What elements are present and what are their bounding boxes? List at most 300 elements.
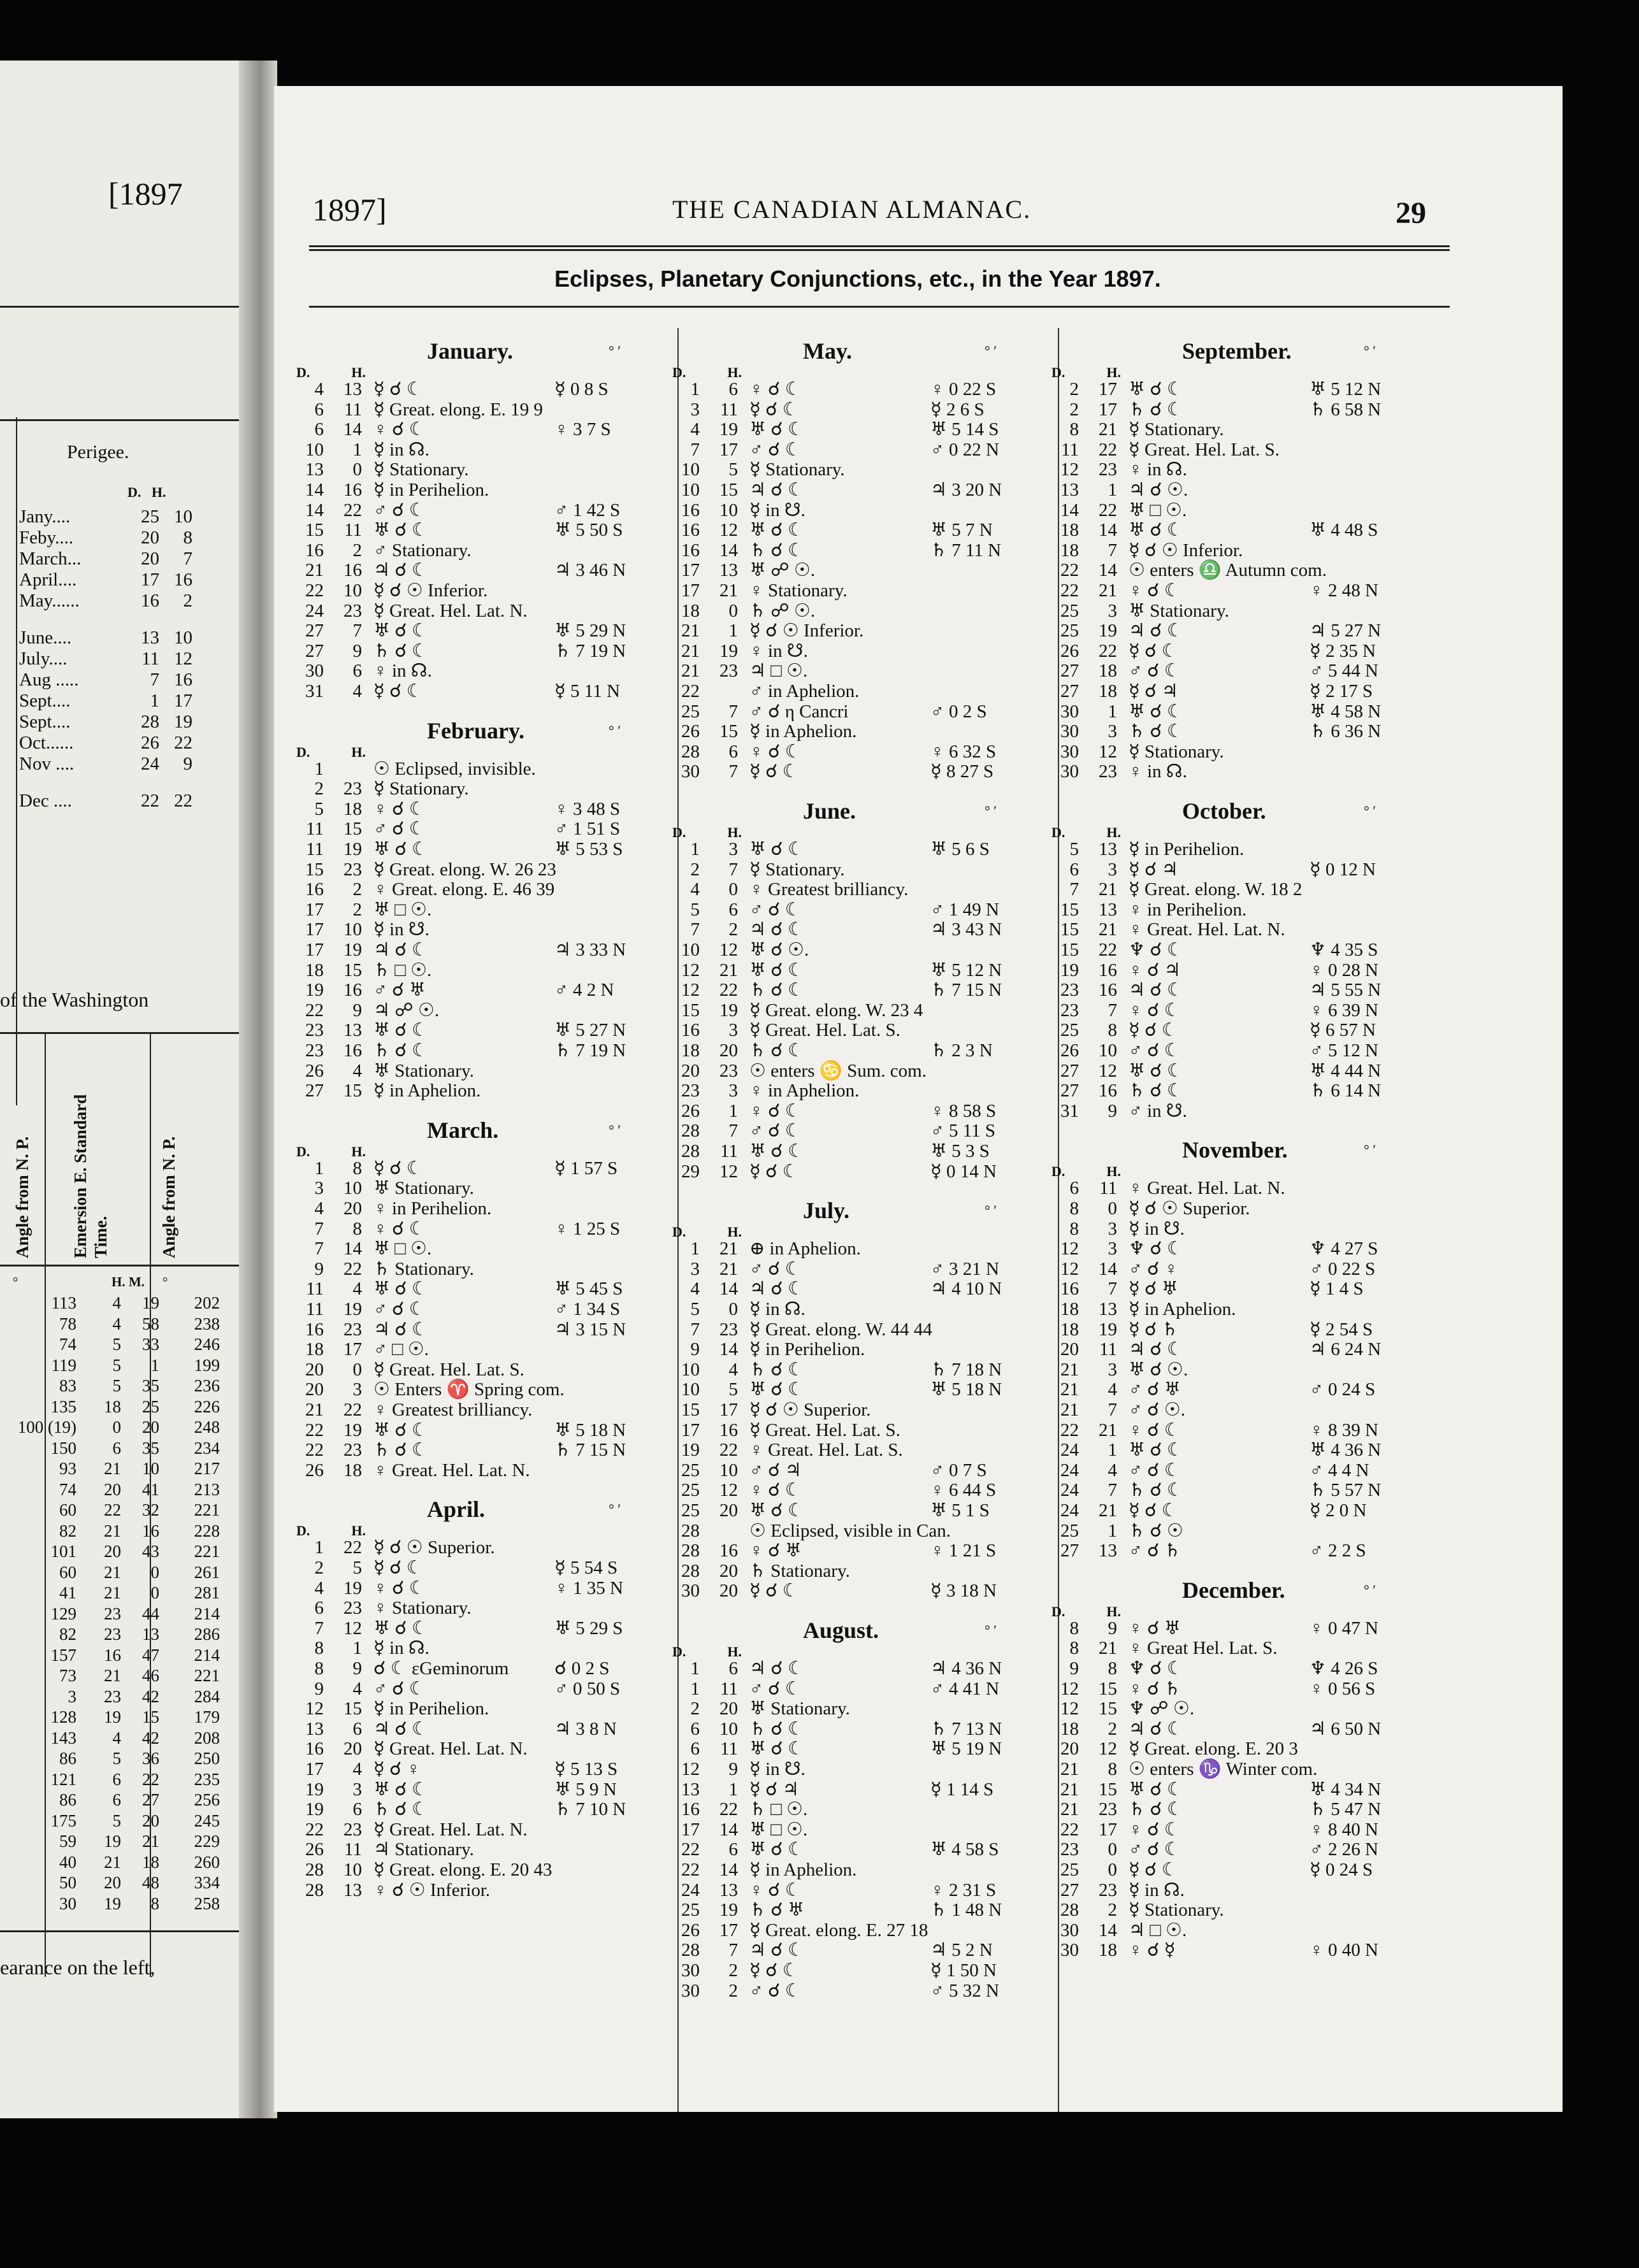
- event-row: [1042, 900, 1412, 920]
- event-day: 21: [1060, 1759, 1079, 1779]
- event-description: ♀ in ☊.: [373, 661, 432, 682]
- event-description: ♀ ☌ ☾: [1129, 1419, 1181, 1440]
- event-description: ♆ ☍ ☉.: [1129, 1698, 1195, 1719]
- event-description: ☉ enters ♑ Winter com.: [1129, 1759, 1318, 1779]
- event-day: 21: [681, 661, 700, 682]
- eclipse-cell: 135: [50, 1396, 76, 1416]
- left-rule-eclipse-top: [0, 1032, 239, 1034]
- event-description: ♄ ☌ ☾: [749, 1040, 804, 1061]
- event-description: ♃ ☌ ☾: [749, 1658, 804, 1679]
- event-hour: 23: [719, 661, 738, 682]
- event-hour: 7: [728, 761, 738, 782]
- event-value: ♄ 7 13 N: [930, 1718, 1002, 1739]
- event-day: 2: [314, 1558, 324, 1578]
- event-hour: 11: [720, 1141, 738, 1161]
- left-page-header: [1897: [108, 176, 183, 212]
- event-description: ♅ ☌ ☾: [373, 520, 428, 541]
- event-hour: 10: [343, 1860, 362, 1880]
- eclipse-cell: 74: [59, 1479, 76, 1499]
- eclipse-row: [6, 1770, 220, 1790]
- event-day: 30: [1060, 1920, 1079, 1941]
- event-day: 16: [681, 540, 700, 561]
- eclipse-cell: 334: [194, 1873, 220, 1892]
- perigee-row: [19, 670, 223, 691]
- event-hour: 0: [352, 1359, 362, 1380]
- degree-marks: ° ′: [609, 1501, 621, 1518]
- event-day: 27: [1060, 1080, 1079, 1102]
- event-value: ♃ 3 33 N: [554, 940, 626, 960]
- eclipse-cell: 256: [194, 1790, 220, 1809]
- event-value: ♀ 1 35 N: [554, 1577, 623, 1598]
- event-hour: 21: [719, 580, 738, 601]
- event-description: ♅ ☌ ☾: [373, 1279, 428, 1300]
- event-description: ☿ Great. elong. W. 44 44: [749, 1319, 932, 1340]
- event-description: ☿ Great. elong. W. 18 2: [1129, 879, 1303, 900]
- event-day: 22: [305, 1419, 324, 1440]
- eclipse-cell: 221: [194, 1666, 220, 1685]
- perigee-row: [19, 754, 223, 775]
- event-row: [663, 1461, 1032, 1481]
- eclipse-cell: 20: [104, 1542, 121, 1561]
- eclipse-cell: 82: [59, 1521, 76, 1540]
- col-head-hour: H.: [351, 1523, 366, 1539]
- event-value: ♅ 5 45 S: [554, 1279, 623, 1300]
- eclipse-cell: 60: [59, 1500, 76, 1519]
- event-row: [287, 520, 656, 540]
- event-value: ☿ 1 14 S: [930, 1779, 994, 1800]
- event-row: [663, 1719, 1032, 1739]
- col-head-hour: H.: [727, 364, 742, 380]
- col-head-hour: H.: [727, 1224, 742, 1240]
- event-description: ♅ ☌ ☾: [749, 419, 804, 440]
- event-description: ♀ ☌ ☾: [373, 1218, 426, 1239]
- event-row: [287, 501, 656, 520]
- event-day: 6: [314, 419, 324, 440]
- event-hour: 3: [728, 1080, 738, 1102]
- event-hour: 11: [344, 399, 362, 420]
- event-hour: 18: [343, 798, 362, 819]
- event-hour: 2: [1108, 1718, 1117, 1739]
- event-row: [1042, 1179, 1412, 1198]
- event-value: ♂ 3 21 N: [930, 1258, 999, 1279]
- event-hour: 23: [343, 1319, 362, 1340]
- event-day: 12: [681, 980, 700, 1001]
- event-hour: 17: [1099, 399, 1117, 420]
- event-row: [287, 940, 656, 960]
- event-day: 26: [305, 1060, 324, 1081]
- event-day: 26: [681, 1100, 700, 1121]
- event-row: [287, 840, 656, 859]
- event-row: [1042, 1300, 1412, 1319]
- event-hour: 22: [719, 980, 738, 1001]
- event-hour: 8: [1108, 1658, 1117, 1679]
- event-row: [663, 1340, 1032, 1360]
- event-row: [287, 1840, 656, 1860]
- event-row: [1042, 642, 1412, 661]
- event-day: 6: [690, 1739, 700, 1760]
- eclipse-cell: 44: [142, 1604, 159, 1623]
- col-head-hour: H.: [351, 743, 366, 760]
- perigee-month: July....: [19, 649, 68, 669]
- event-day: 20: [1060, 1739, 1079, 1760]
- event-value: ♄ 7 19 N: [554, 1040, 626, 1061]
- eclipse-cell: 229: [194, 1832, 220, 1851]
- event-description: ☿ ☌ ♃: [1129, 859, 1178, 880]
- month-heading: August.: [803, 1618, 879, 1643]
- event-day: 1: [690, 1238, 700, 1260]
- perigee-month: Oct......: [19, 733, 74, 753]
- event-value: ♅ 5 29 S: [554, 1618, 623, 1639]
- event-row: [1042, 1900, 1412, 1920]
- month-heading: June.: [803, 798, 856, 824]
- event-day: 18: [1060, 520, 1079, 541]
- event-description: ♀ ☌ ☾: [749, 1100, 802, 1121]
- event-description: ☿ Great. Hel. Lat. S.: [749, 1419, 900, 1440]
- event-description: ♅ ☌ ☾: [373, 1020, 428, 1041]
- event-row: [663, 702, 1032, 722]
- event-row: [1042, 541, 1412, 561]
- event-hour: 23: [343, 859, 362, 880]
- event-row: [1042, 1541, 1412, 1561]
- event-hour: 14: [719, 1339, 738, 1360]
- event-row: [287, 1041, 656, 1061]
- event-hour: 10: [719, 1718, 738, 1739]
- col-head-hour: H.: [1106, 1163, 1122, 1180]
- col-head-hour: H.: [1106, 824, 1122, 840]
- event-value: ☌ 0 2 S: [554, 1658, 610, 1679]
- eclipse-cell: 19: [104, 1893, 121, 1913]
- event-hour: 11: [1099, 1339, 1117, 1360]
- appearance-text: earance on the left,: [0, 1956, 155, 1979]
- event-row: [287, 1440, 656, 1460]
- eclipse-row: [6, 1853, 220, 1872]
- event-row: [287, 1179, 656, 1198]
- eclipse-cell: 59: [59, 1832, 76, 1851]
- event-day: 28: [681, 1940, 700, 1961]
- perigee-day: 1: [150, 691, 159, 711]
- event-hour: 14: [1099, 520, 1117, 541]
- eclipse-cell: 284: [194, 1686, 220, 1706]
- event-description: ♄ □ ☉.: [749, 1799, 808, 1820]
- event-description: ☿ Great. Hel. Lat. N.: [373, 600, 528, 621]
- eclipse-cell: 143: [50, 1728, 76, 1748]
- event-value: ♄ 7 11 N: [930, 540, 1002, 561]
- event-hour: 19: [719, 1000, 738, 1021]
- perigee-row: [19, 528, 223, 549]
- event-hour: 6: [352, 1799, 362, 1820]
- event-description: ♂ ☌ ♃: [749, 1460, 802, 1481]
- eclipse-row: [6, 1604, 220, 1624]
- event-day: 24: [681, 1879, 700, 1900]
- event-row: [663, 1699, 1032, 1719]
- event-hour: 9: [352, 1000, 362, 1021]
- eclipse-cell: 40: [59, 1852, 76, 1872]
- perigee-title: Perigee.: [67, 441, 129, 463]
- event-row: [287, 1239, 656, 1259]
- event-day: 1: [314, 1158, 324, 1179]
- event-value: ☿ 2 6 S: [930, 399, 985, 420]
- event-value: ♃ 3 8 N: [554, 1718, 617, 1739]
- event-description: ♀ ☌ ☾: [749, 1480, 802, 1501]
- event-day: 18: [305, 1339, 324, 1360]
- event-day: 16: [681, 1020, 700, 1041]
- event-row: [663, 440, 1032, 460]
- event-day: 7: [314, 1218, 324, 1239]
- event-value: ♄ 7 15 N: [554, 1440, 626, 1461]
- event-value: ♄ 7 18 N: [930, 1359, 1002, 1380]
- eclipse-cell: 235: [194, 1769, 220, 1789]
- event-description: ♂ ☌ ♀: [1129, 1258, 1178, 1279]
- eclipse-row: [6, 1293, 220, 1313]
- event-hour: 9: [352, 640, 362, 661]
- event-row: [663, 1780, 1032, 1800]
- left-rule-subhead: [0, 1265, 239, 1267]
- event-row: [663, 880, 1032, 900]
- event-row: [287, 1800, 656, 1819]
- eclipse-cell: 41: [59, 1583, 76, 1602]
- event-day: 9: [314, 1678, 324, 1699]
- event-value: ♃ 5 55 N: [1310, 980, 1382, 1001]
- eclipse-row: [6, 1314, 220, 1334]
- event-description: ♃ ☌ ☾: [749, 919, 804, 940]
- event-day: 27: [1060, 1879, 1079, 1900]
- degree-marks: ° ′: [1364, 343, 1376, 359]
- eclipse-cell: 22: [142, 1769, 159, 1789]
- perigee-row: [19, 549, 223, 570]
- event-day: 10: [681, 1379, 700, 1400]
- eclipse-cell: 20: [104, 1479, 121, 1499]
- eclipse-row: [6, 1811, 220, 1831]
- event-value: ☿ 5 11 N: [554, 681, 620, 701]
- perigee-hour: 16: [174, 570, 192, 590]
- col-head-day: D.: [296, 743, 310, 760]
- event-description: ♀ ☌ ☾: [1129, 1000, 1181, 1021]
- perigee-day: 22: [141, 791, 159, 811]
- eclipse-cell: 101: [50, 1542, 76, 1561]
- eclipse-cell: 19: [104, 1832, 121, 1851]
- event-day: 1: [690, 1658, 700, 1679]
- event-description: ♄ ☌ ☉: [1129, 1520, 1183, 1541]
- event-row: [663, 501, 1032, 520]
- event-hour: 15: [1099, 1779, 1117, 1800]
- eclipse-cell: 5: [112, 1355, 121, 1375]
- event-description: ☿ ☌ ☉ Inferior.: [749, 621, 864, 642]
- eclipse-cell: 86: [59, 1749, 76, 1768]
- event-value: ♅ 5 6 S: [930, 839, 990, 859]
- event-value: ♂ 1 34 S: [554, 1299, 621, 1319]
- event-day: 16: [305, 1739, 324, 1760]
- event-row: [663, 1561, 1032, 1581]
- event-hour: 21: [1099, 580, 1117, 601]
- event-day: 14: [1060, 499, 1079, 520]
- event-description: ☿ ☌ ☾: [749, 761, 799, 782]
- event-description: ♂ ☌ ☾: [373, 1299, 426, 1319]
- perigee-hour: 12: [174, 649, 192, 669]
- event-row: [663, 1102, 1032, 1121]
- eclipse-cell: 35: [142, 1438, 159, 1458]
- eclipse-cell: 246: [194, 1335, 220, 1354]
- perigee-hour: 19: [174, 712, 192, 732]
- event-description: ♃ ☌ ☾: [373, 940, 428, 960]
- event-row: [663, 1860, 1032, 1880]
- event-day: 19: [305, 1779, 324, 1800]
- event-description: ♀ Great. elong. E. 46 39: [373, 879, 555, 900]
- event-value: ☿ 1 50 N: [930, 1960, 997, 1981]
- event-value: ☿ 2 0 N: [1310, 1500, 1367, 1521]
- perigee-month: June....: [19, 628, 72, 648]
- event-day: 22: [1060, 1819, 1079, 1840]
- eclipse-cell: 20: [142, 1418, 159, 1437]
- event-description: ☿ ☌ ♀: [373, 1759, 421, 1779]
- event-description: ☿ ☌ ☾: [749, 1581, 799, 1602]
- event-row: [663, 1041, 1032, 1061]
- event-row: [287, 759, 656, 779]
- event-description: ☿ ☌ ☾: [749, 1960, 799, 1981]
- event-row: [287, 440, 656, 460]
- event-value: ♅ 5 27 N: [554, 1020, 626, 1041]
- event-row: [287, 980, 656, 1000]
- eclipse-cell: 10: [142, 1459, 159, 1478]
- event-value: ♅ 5 29 N: [554, 621, 626, 642]
- event-value: ☿ 3 18 N: [930, 1581, 997, 1602]
- page-number: 29: [1396, 196, 1426, 230]
- event-day: 21: [1060, 1400, 1079, 1420]
- event-day: 15: [681, 1000, 700, 1021]
- event-value: ♅ 4 58 N: [1310, 701, 1382, 722]
- event-hour: 12: [1099, 1739, 1117, 1760]
- event-row: [663, 420, 1032, 440]
- event-description: ☿ Great. Hel. Lat. S.: [1129, 439, 1280, 460]
- event-day: 22: [305, 1819, 324, 1840]
- perigee-hour: 17: [174, 691, 192, 711]
- event-description: ☿ ☌ ☾: [1129, 1020, 1178, 1041]
- event-day: 14: [305, 480, 324, 500]
- event-row: [1042, 460, 1412, 480]
- event-description: ♄ ☌ ☾: [1129, 399, 1183, 420]
- event-hour: 19: [1099, 621, 1117, 642]
- event-row: [663, 480, 1032, 500]
- event-row: [1042, 840, 1412, 859]
- event-value: ♅ 4 34 N: [1310, 1779, 1382, 1800]
- eclipse-row: [6, 1480, 220, 1500]
- subhead-hm: H. M.: [112, 1274, 145, 1289]
- eclipse-cell: 1: [150, 1355, 159, 1375]
- event-description: ♅ ☌ ☾: [373, 1419, 428, 1440]
- event-hour: 7: [1108, 1400, 1117, 1420]
- event-hour: 20: [719, 1698, 738, 1719]
- event-description: ☿ in ☊.: [749, 1299, 805, 1319]
- eclipse-row: [6, 1625, 220, 1644]
- event-description: ♄ ☌ ☾: [749, 980, 804, 1001]
- event-row: [663, 1001, 1032, 1021]
- event-hour: 3: [352, 1779, 362, 1800]
- event-description: ♃ ☌ ☾: [1129, 1339, 1183, 1360]
- eclipse-cell: 228: [194, 1521, 220, 1540]
- event-hour: 19: [1099, 1319, 1117, 1340]
- event-day: 4: [314, 379, 324, 399]
- eclipse-cell: 42: [142, 1686, 159, 1706]
- eclipse-cell: 199: [194, 1355, 220, 1375]
- event-hour: 4: [352, 1279, 362, 1300]
- event-day: 25: [1060, 600, 1079, 621]
- event-value: ♀ 3 48 S: [554, 798, 621, 819]
- event-row: [1042, 1219, 1412, 1239]
- event-row: [663, 860, 1032, 880]
- event-description: ♅ ☌ ☾: [1129, 1060, 1183, 1081]
- event-value: ♆ 4 26 S: [1310, 1658, 1378, 1679]
- event-day: 27: [1060, 1540, 1079, 1561]
- event-description: ☿ in Perihelion.: [373, 480, 489, 500]
- event-description: ♂ ☌ ♅: [1129, 1379, 1181, 1400]
- event-description: ☿ ☌ ☾: [373, 681, 423, 701]
- event-row: [287, 860, 656, 880]
- event-row: [663, 980, 1032, 1000]
- event-description: ♀ Great. Hel. Lat. N.: [1129, 919, 1285, 940]
- event-hour: 12: [719, 940, 738, 960]
- month-heading: October.: [1182, 798, 1266, 824]
- event-row: [663, 1739, 1032, 1759]
- event-row: [1042, 1440, 1412, 1460]
- event-row: [1042, 1380, 1412, 1400]
- event-row: [663, 1760, 1032, 1779]
- event-day: 25: [681, 1500, 700, 1521]
- event-description: ♀ Greatest brilliancy.: [749, 879, 909, 900]
- event-value: ♅ 4 58 S: [930, 1839, 999, 1860]
- event-hour: 7: [352, 621, 362, 642]
- event-day: 7: [690, 439, 700, 460]
- event-hour: 18: [1099, 661, 1117, 682]
- event-description: ♅ ☍ ☉.: [749, 560, 816, 581]
- event-day: 27: [1060, 661, 1079, 682]
- event-day: 16: [1060, 1279, 1079, 1300]
- event-description: ♅ □ ☉.: [373, 899, 432, 920]
- event-row: [663, 1021, 1032, 1040]
- event-row: [1042, 601, 1412, 621]
- event-description: ♅ ☌ ☾: [1129, 520, 1183, 541]
- event-row: [1042, 520, 1412, 540]
- event-hour: 1: [352, 439, 362, 460]
- event-hour: 13: [343, 1020, 362, 1041]
- right-page: [274, 86, 1563, 2112]
- event-hour: 10: [343, 580, 362, 601]
- event-day: 2: [1069, 379, 1079, 399]
- event-day: 21: [681, 640, 700, 661]
- event-value: ♂ 4 41 N: [930, 1678, 999, 1699]
- event-row: [1042, 1041, 1412, 1061]
- event-description: ♀ ☌ ☾: [1129, 580, 1181, 601]
- event-value: ☿ 0 14 N: [930, 1161, 997, 1182]
- event-day: 2: [314, 779, 324, 800]
- event-day: 6: [314, 399, 324, 420]
- event-value: ♅ 5 14 S: [930, 419, 999, 440]
- event-description: ♅ ☌ ☾: [749, 1739, 804, 1760]
- event-value: ♆ 4 35 S: [1310, 940, 1378, 960]
- event-description: ♀ in ☊.: [1129, 459, 1187, 480]
- event-hour: 13: [719, 560, 738, 581]
- event-hour: 22: [719, 1440, 738, 1461]
- event-row: [1042, 1679, 1412, 1699]
- event-hour: 10: [343, 919, 362, 940]
- eclipse-row: [6, 1687, 220, 1707]
- event-value: ♃ 5 2 N: [930, 1940, 993, 1961]
- event-row: [663, 1881, 1032, 1900]
- col-head-hour: H.: [727, 1644, 742, 1660]
- event-description: ♀ Greatest brilliancy.: [373, 1400, 533, 1420]
- event-description: ♀ ☌ ☾: [373, 1577, 426, 1598]
- month-heading: July.: [803, 1198, 850, 1224]
- eclipse-row: [6, 1583, 220, 1603]
- event-description: ♅ ☌ ☾: [373, 1618, 428, 1639]
